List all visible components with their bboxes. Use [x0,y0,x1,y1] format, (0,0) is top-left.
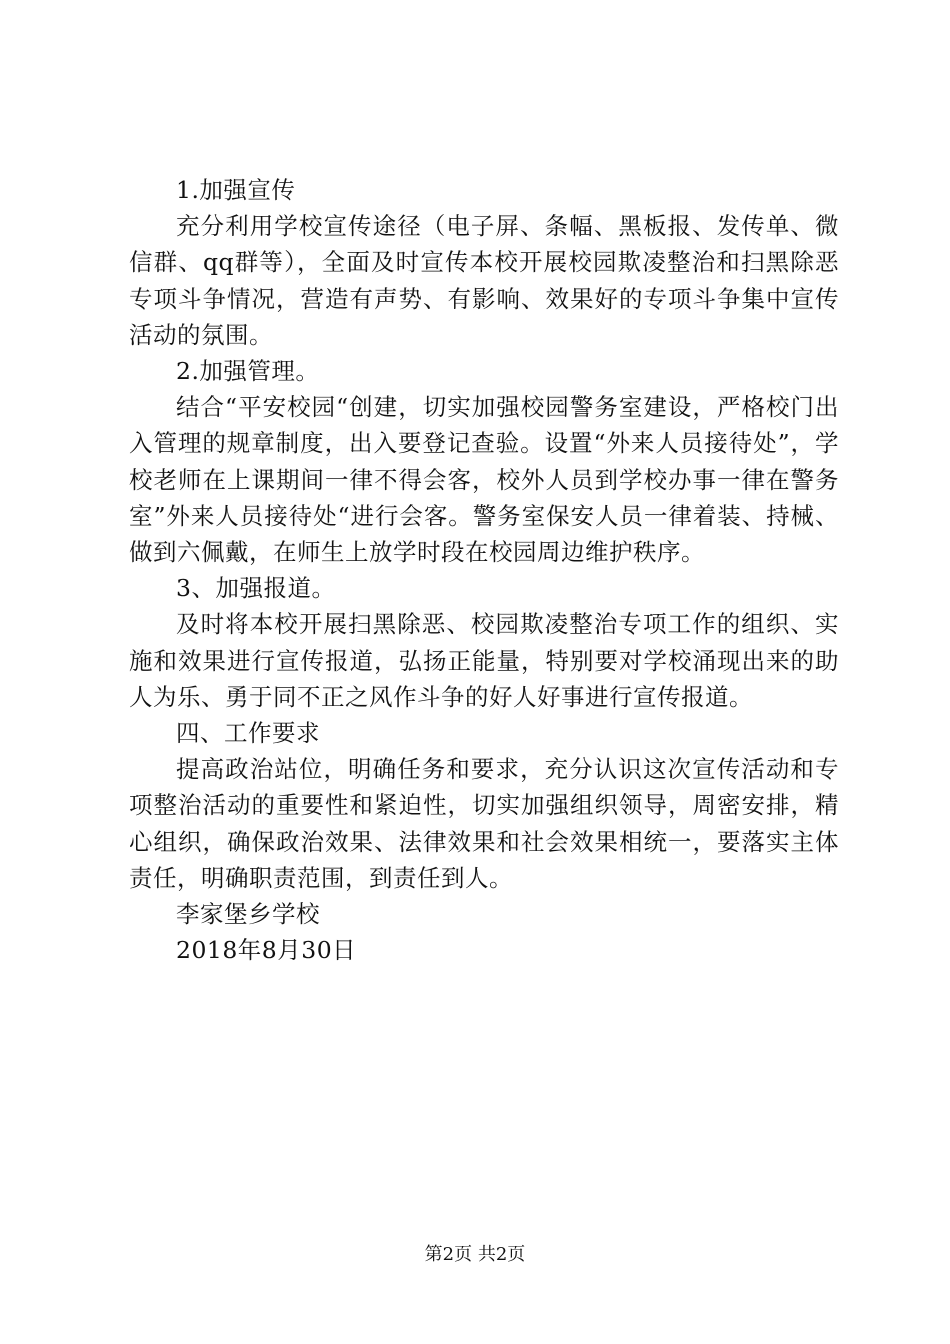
signature-date: 2018年8月30日 [176,936,357,965]
paragraph-requirements: 提高政治站位，明确任务和要求，充分认识这次宣传活动和专项整治活动的重要性和紧迫性，切实加强组织领导，周密安排，精心组织，确保政治效果、法律效果和社会效果相统一，要落实主体责任，明确职责范围，到责任到人。 [129,755,839,892]
page-number: 第2页 共2页 [424,1244,526,1265]
document-body [129,172,839,968]
paragraph-reporting: 及时将本校开展扫黑除恶、校园欺凌整治专项工作的组织、实施和效果进行宣传报道，弘扬正能量，特别要对学校涌现出来的助人为乐、勇于同不正之风作斗争的好人好事进行宣传报道。 [129,610,839,711]
page-footer [0,1243,950,1267]
section-heading-reporting: 3、加强报道。 [176,574,336,603]
section-heading-requirements: 四、工作要求 [176,719,320,748]
signature-organization: 李家堡乡学校 [176,900,320,929]
section-heading-management: 2.加强管理。 [176,357,320,386]
section-heading-publicity: 1.加强宣传 [176,176,296,204]
paragraph-publicity: 充分利用学校宣传途径（电子屏、条幅、黑板报、发传单、微信群、qq群等），全面及时宣传本校开展校园欺凌整治和扫黑除恶专项斗争情况，营造有声势、有影响、效果好的专项斗争集中宣传活动的氛围。 [129,212,839,349]
paragraph-management: 结合“平安校园“创建，切实加强校园警务室建设，严格校门出入管理的规章制度，出入要登记查验。设置“外来人员接待处”，学校老师在上课期间一律不得会客，校外人员到学校办事一律在警务室”外来人员接待处“进行会客。警务室保安人员一律着装、持械、做到六佩戴，在师生上放学时段在校园周边维护秩序。 [129,393,839,567]
